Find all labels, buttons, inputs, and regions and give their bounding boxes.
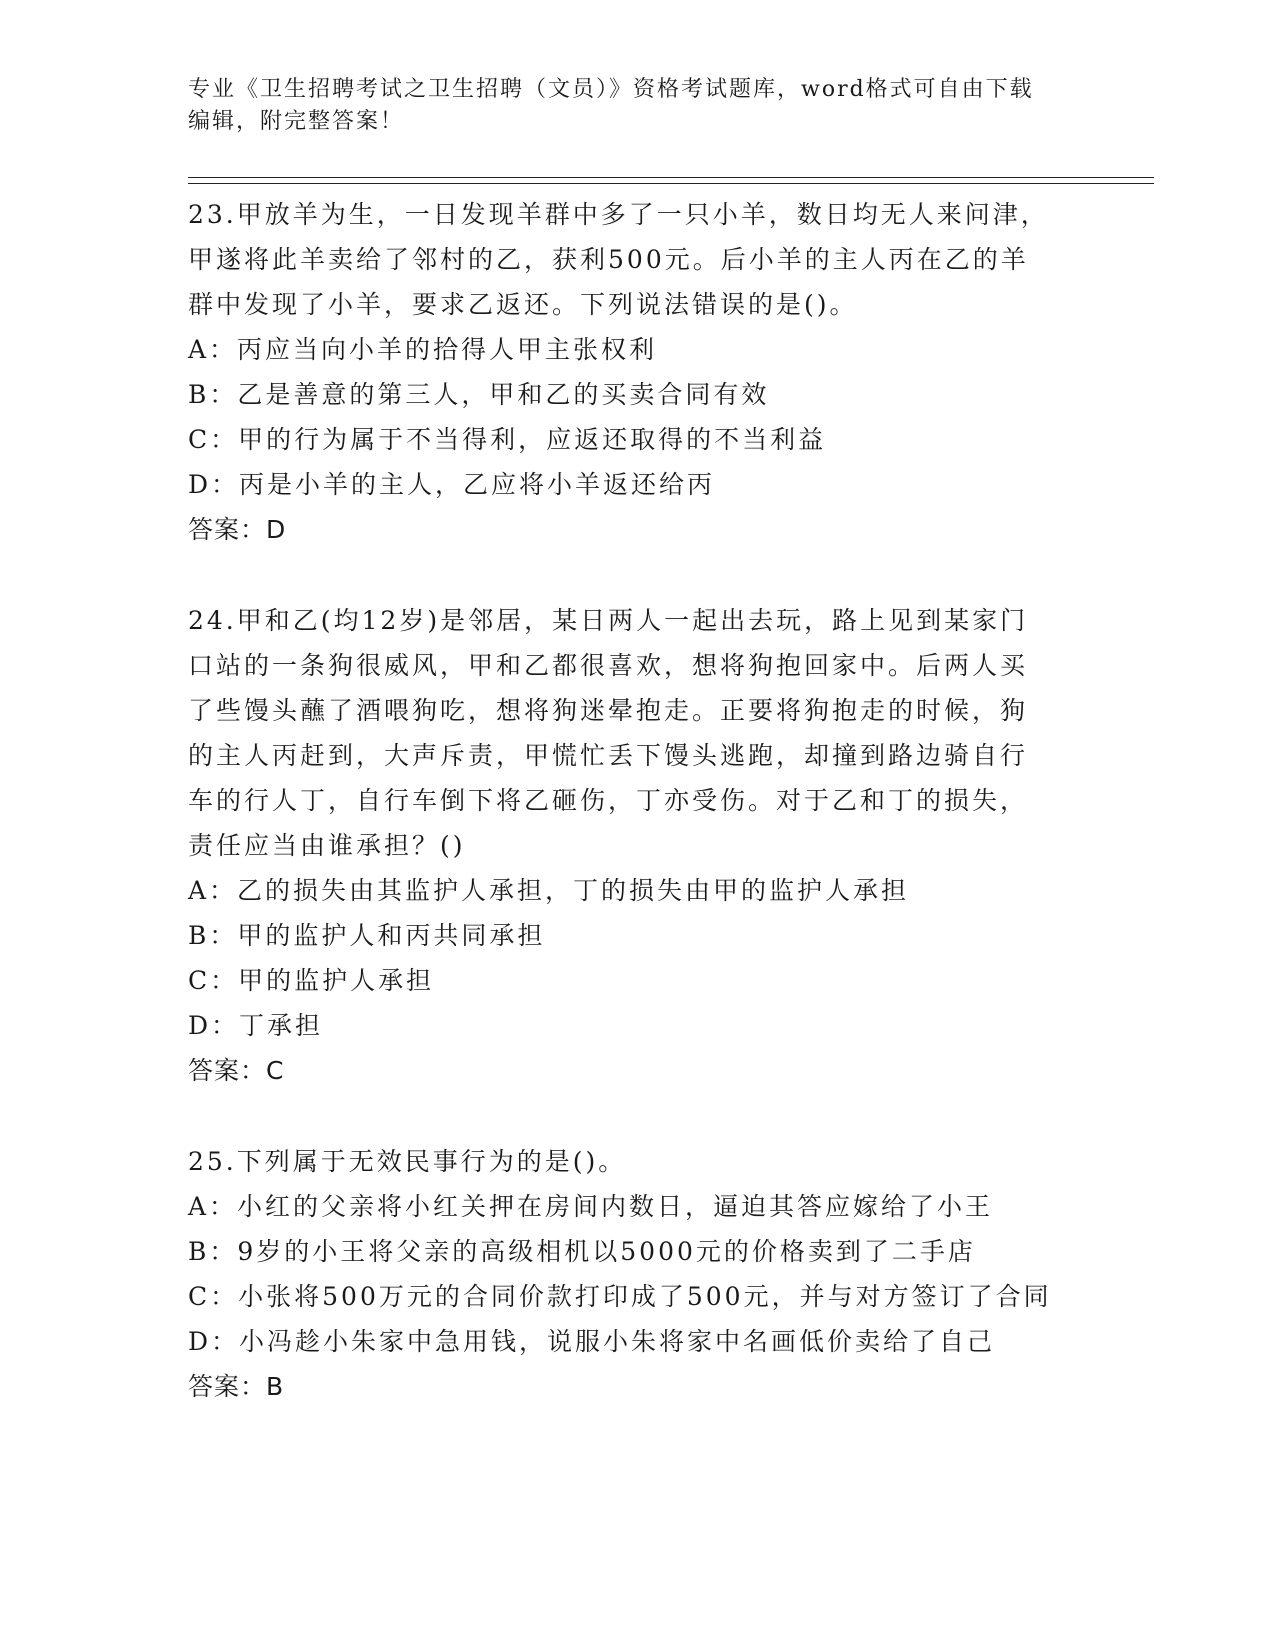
answer-line: 答案：D	[188, 515, 287, 544]
stem-line: 群中发现了小羊，要求乙返还。下列说法错误的是()。	[188, 290, 858, 319]
option-b: B：9岁的小王将父亲的高级相机以5000元的价格卖到了二手店	[188, 1237, 976, 1266]
question-spacer	[188, 1093, 1088, 1139]
option-b: B：乙是善意的第三人，甲和乙的买卖合同有效	[188, 380, 770, 409]
stem-line: 甲遂将此羊卖给了邻村的乙，获利500元。后小羊的主人丙在乙的羊	[188, 245, 1029, 274]
question-24	[188, 598, 1088, 1093]
stem-line: 24.甲和乙(均12岁)是邻居，某日两人一起出去玩，路上见到某家门	[188, 606, 1029, 635]
question-stem	[188, 192, 1088, 327]
stem-line: 23.甲放羊为生，一日发现羊群中多了一只小羊，数日均无人来问津，	[188, 200, 1049, 229]
header-divider-top	[188, 177, 1154, 178]
stem-line: 口站的一条狗很威风，甲和乙都很喜欢，想将狗抱回家中。后两人买	[188, 651, 1029, 680]
option-c: C：甲的监护人承担	[188, 966, 435, 995]
option-a: A：乙的损失由其监护人承担，丁的损失由甲的监护人承担	[188, 876, 910, 905]
question-23	[188, 192, 1088, 552]
header-line-1: 专业《卫生招聘考试之卫生招聘（文员）》资格考试题库，word格式可自由下载	[188, 77, 1034, 102]
option-d: D：小冯趁小朱家中急用钱，说服小朱将家中名画低价卖给了自己	[188, 1327, 996, 1356]
option-a: A：小红的父亲将小红关押在房间内数日，逼迫其答应嫁给了小王	[188, 1192, 994, 1221]
stem-line: 车的行人丁，自行车倒下将乙砸伤，丁亦受伤。对于乙和丁的损失，	[188, 786, 1029, 815]
answer-line: 答案：C	[188, 1056, 285, 1085]
stem-line: 责任应当由谁承担？()	[188, 831, 466, 860]
stem-line: 的主人丙赶到，大声斥责，甲慌忙丢下馒头逃跑，却撞到路边骑自行	[188, 741, 1029, 770]
header-line-2: 编辑，附完整答案！	[188, 109, 405, 134]
option-d: D：丁承担	[188, 1011, 324, 1040]
question-stem	[188, 1139, 1088, 1184]
option-b: B：甲的监护人和丙共同承担	[188, 921, 546, 950]
question-25	[188, 1139, 1088, 1409]
option-c: C：小张将500万元的合同价款打印成了500元，并与对方签订了合同	[188, 1282, 1052, 1311]
option-c: C：甲的行为属于不当得利，应返还取得的不当利益	[188, 425, 827, 454]
header-divider-bottom	[188, 183, 1154, 184]
answer-line: 答案：B	[188, 1372, 285, 1401]
option-a: A：丙应当向小羊的拾得人甲主张权利	[188, 335, 658, 364]
question-stem	[188, 598, 1088, 868]
document-header	[188, 74, 1088, 138]
question-list	[188, 192, 1088, 1409]
option-d: D：丙是小羊的主人，乙应将小羊返还给丙	[188, 470, 716, 499]
question-spacer	[188, 552, 1088, 598]
stem-line: 25.下列属于无效民事行为的是()。	[188, 1147, 627, 1176]
stem-line: 了些馒头蘸了酒喂狗吃，想将狗迷晕抱走。正要将狗抱走的时候，狗	[188, 696, 1029, 725]
